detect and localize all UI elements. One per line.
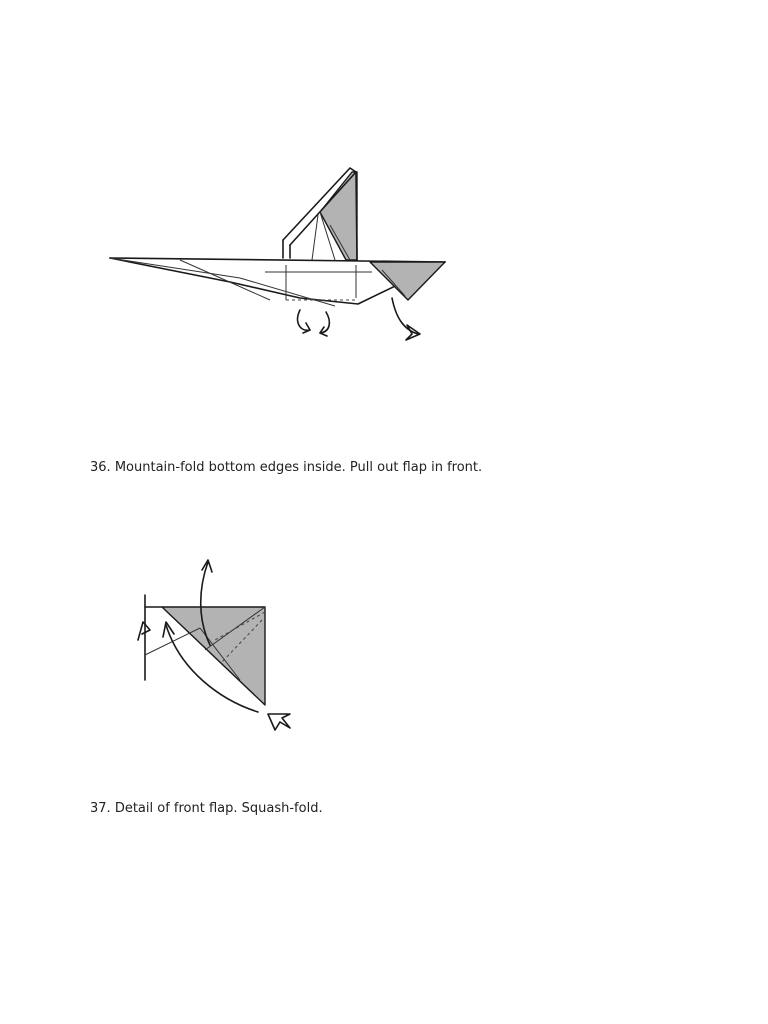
small-left-arrow: [138, 622, 150, 640]
step-36-number: 36.: [90, 460, 111, 475]
squash-arrow: [268, 714, 290, 730]
step-37-caption: [90, 801, 323, 816]
step-36-text: Mountain-fold bottom edges inside. Pull out flap in front.: [114, 460, 483, 475]
step-37-number: 37.: [90, 801, 111, 816]
step-37-text: Detail of front flap. Squash-fold.: [114, 801, 323, 816]
